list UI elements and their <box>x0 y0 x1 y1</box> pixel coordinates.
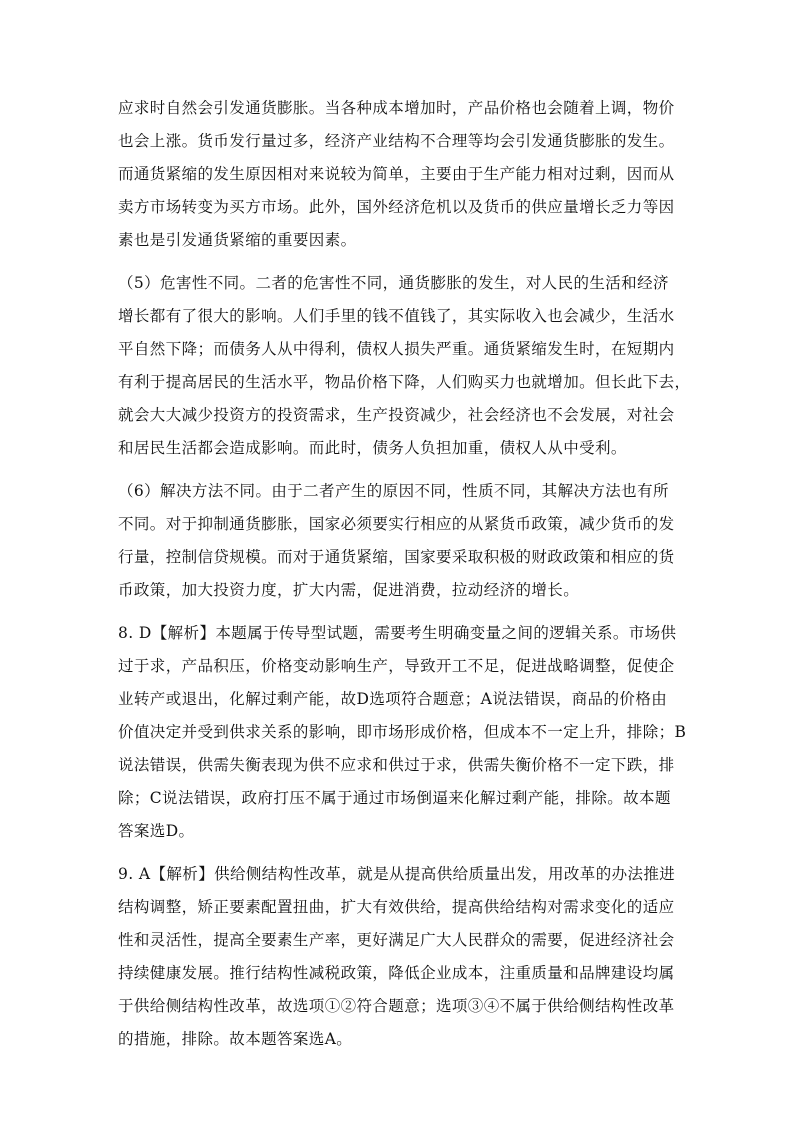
text-line: 行量，控制信贷规模。而对于通货紧缩，国家要采取积极的财政政策和相应的货 <box>118 548 675 566</box>
text-line: 结构调整，矫正要素配置扭曲，扩大有效供给，提高供给结构对需求变化的适应 <box>118 898 675 916</box>
paragraph-answer-9 <box>118 858 678 1056</box>
text-line: 也会上涨。货币发行量过多，经济产业结构不合理等均会引发通货膨胀的发生。 <box>118 132 675 150</box>
text-line: 过于求，产品积压，价格变动影响生产，导致开工不足，促进战略调整，促使企 <box>118 657 675 675</box>
text-line: 不同。对于抑制通货膨胀，国家必须要实行相应的从紧货币政策，减少货币的发 <box>118 515 675 533</box>
text-line: 的措施，排除。故本题答案选A。 <box>118 1030 353 1048</box>
paragraph-harm <box>118 267 691 465</box>
text-line: 素也是引发通货紧缩的重要因素。 <box>118 231 357 249</box>
text-line: 就会大大减少投资方的投资需求，生产投资减少，社会经济也不会发展，对社会 <box>118 406 675 424</box>
text-line: （6）解决方法不同。由于二者产生的原因不同，性质不同，其解决方法也有所 <box>118 482 669 500</box>
text-line: 有利于提高居民的生活水平，物品价格下降，人们购买力也就增加。但长此下去， <box>118 373 691 391</box>
text-line: 和居民生活都会造成影响。而此时，债务人负担加重，债权人从中受利。 <box>118 439 627 457</box>
text-line: 说法错误，供需失衡表现为供不应求和供过于求，供需失衡价格不一定下跌，排 <box>118 756 675 774</box>
paragraph-inflation-causes <box>118 92 678 257</box>
text-line: 除；C说法错误，政府打压不属于通过市场倒逼来化解过剩产能，排除。故本题 <box>118 789 671 807</box>
paragraph-solutions <box>118 475 678 607</box>
text-line: 9. A【解析】供给侧结构性改革，就是从提高供给质量出发，用改革的办法推进 <box>118 865 676 883</box>
paragraph-answer-8 <box>118 617 687 848</box>
text-line: 卖方市场转变为买方市场。此外，国外经济危机以及货币的供应量增长乏力等因 <box>118 198 675 216</box>
text-line: 8. D【解析】本题属于传导型试题，需要考生明确变量之间的逻辑关系。市场供 <box>118 624 677 642</box>
text-line: 币政策，加大投资力度，扩大内需，促进消费，拉动经济的增长。 <box>118 581 580 599</box>
text-line: 平自然下降；而债务人从中得利，债权人损失严重。通货紧缩发生时，在短期内 <box>118 340 675 358</box>
document-body <box>118 92 691 1066</box>
text-line: （5）危害性不同。二者的危害性不同，通货膨胀的发生，对人民的生活和经济 <box>118 274 669 292</box>
text-line: 而通货紧缩的发生原因相对来说较为简单，主要由于生产能力相对过剩，因而从 <box>118 165 675 183</box>
text-line: 答案选D。 <box>118 822 195 840</box>
text-line: 业转产或退出，化解过剩产能，故D选项符合题意；A说法错误，商品的价格由 <box>118 690 668 708</box>
text-line: 持续健康发展。推行结构性减税政策，降低企业成本，注重质量和品牌建设均属 <box>118 964 675 982</box>
text-line: 应求时自然会引发通货膨胀。当各种成本增加时，产品价格也会随着上调，物价 <box>118 99 675 117</box>
text-line: 增长都有了很大的影响。人们手里的钱不值钱了，其实际收入也会减少，生活水 <box>118 307 675 325</box>
text-line: 价值决定并受到供求关系的影响，即市场形成价格，但成本不一定上升，排除；B <box>118 723 687 741</box>
text-line: 性和灵活性，提高全要素生产率，更好满足广大人民群众的需要，促进经济社会 <box>118 931 675 949</box>
text-line: 于供给侧结构性改革，故选项①②符合题意；选项③④不属于供给侧结构性改革 <box>118 997 675 1015</box>
